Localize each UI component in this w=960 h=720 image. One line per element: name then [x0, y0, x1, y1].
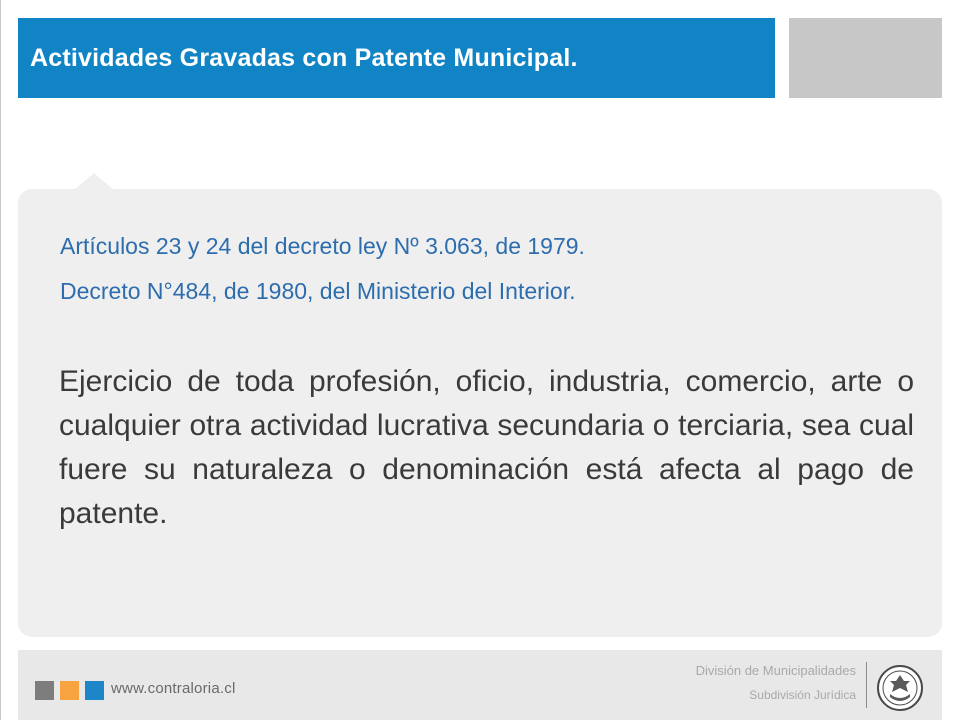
footer-division: División de Municipalidades: [695, 663, 856, 678]
left-frame-line: [0, 0, 1, 720]
contraloria-seal-icon: [876, 664, 924, 712]
footer-square-gray: [35, 681, 54, 700]
footer-square-orange: [60, 681, 79, 700]
footer-url-link[interactable]: www.contraloria.cl: [111, 680, 236, 697]
footer-divider: [866, 662, 867, 708]
callout-pointer: [74, 173, 114, 190]
footer-square-blue: [85, 681, 104, 700]
title-bar: [18, 18, 775, 98]
body-paragraph: Ejercicio de toda profesión, oficio, industria, comercio, arte o cualquier otra actividad lucrativa secundaria o terciaria, sea cual fuere su naturaleza o denominación está afecta al pago de patente.: [59, 365, 914, 530]
footer-subdivision: Subdivisión Jurídica: [749, 688, 856, 702]
title-side-block: [789, 18, 942, 98]
reference-line-1: Artículos 23 y 24 del decreto ley Nº 3.063, de 1979.: [60, 233, 585, 259]
reference-line-2: Decreto N°484, de 1980, del Ministerio del Interior.: [60, 278, 576, 304]
slide-title: Actividades Gravadas con Patente Municipal.: [30, 43, 578, 72]
